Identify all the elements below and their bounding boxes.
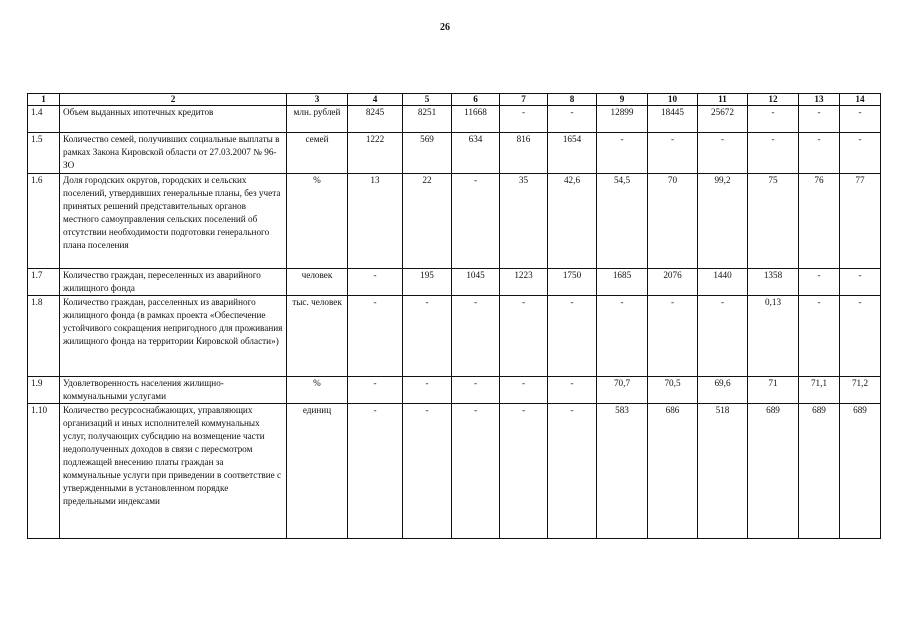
table-row: [28, 377, 881, 404]
header-cell: 3: [287, 94, 348, 106]
value-cell: -: [548, 296, 597, 377]
header-cell: 2: [60, 94, 287, 106]
value-cell: -: [403, 404, 452, 539]
table-row: [28, 404, 881, 539]
header-cell: 7: [500, 94, 548, 106]
value-cell: -: [348, 296, 403, 377]
value-cell: 8251: [403, 106, 452, 133]
row-number: 1.10: [28, 404, 60, 539]
table-row: [28, 174, 881, 269]
value-cell: -: [403, 377, 452, 404]
unit-cell: единиц: [287, 404, 348, 539]
header-cell: 9: [597, 94, 648, 106]
value-cell: -: [548, 377, 597, 404]
indicator-name: Объем выданных ипотечных кредитов: [60, 106, 287, 133]
header-cell: 10: [648, 94, 698, 106]
header-cell: 4: [348, 94, 403, 106]
value-cell: -: [799, 269, 840, 296]
value-cell: -: [840, 133, 881, 174]
value-cell: -: [548, 404, 597, 539]
indicator-name: Удовлетворенность населения жилищно-коммунальными услугами: [60, 377, 287, 404]
value-cell: -: [799, 296, 840, 377]
indicator-name: Количество граждан, переселенных из аварийного жилищного фонда: [60, 269, 287, 296]
value-cell: 71: [748, 377, 799, 404]
unit-cell: тыс. человек: [287, 296, 348, 377]
value-cell: -: [348, 377, 403, 404]
value-cell: 99,2: [698, 174, 748, 269]
value-cell: 1358: [748, 269, 799, 296]
header-cell: 12: [748, 94, 799, 106]
unit-cell: семей: [287, 133, 348, 174]
value-cell: -: [748, 133, 799, 174]
row-number: 1.6: [28, 174, 60, 269]
value-cell: -: [452, 296, 500, 377]
header-cell: 11: [698, 94, 748, 106]
value-cell: -: [597, 296, 648, 377]
page-number: 26: [440, 22, 450, 33]
value-cell: 0,13: [748, 296, 799, 377]
value-cell: 1654: [548, 133, 597, 174]
value-cell: 70,7: [597, 377, 648, 404]
value-cell: -: [348, 269, 403, 296]
value-cell: -: [748, 106, 799, 133]
value-cell: -: [648, 296, 698, 377]
value-cell: 54,5: [597, 174, 648, 269]
indicator-name: Количество семей, получивших социальные выплаты в рамках Закона Кировской области от 27.03.2007 № 96-ЗО: [60, 133, 287, 174]
value-cell: 42,6: [548, 174, 597, 269]
indicator-table: [27, 93, 881, 539]
value-cell: 686: [648, 404, 698, 539]
value-cell: 76: [799, 174, 840, 269]
value-cell: -: [648, 133, 698, 174]
value-cell: -: [348, 404, 403, 539]
value-cell: 689: [840, 404, 881, 539]
value-cell: 12899: [597, 106, 648, 133]
header-cell: 8: [548, 94, 597, 106]
row-number: 1.7: [28, 269, 60, 296]
header-cell: 1: [28, 94, 60, 106]
row-number: 1.9: [28, 377, 60, 404]
unit-cell: %: [287, 377, 348, 404]
value-cell: 75: [748, 174, 799, 269]
value-cell: -: [452, 174, 500, 269]
indicator-name: Количество граждан, расселенных из аварийного жилищного фонда (в рамках проекта «Обеспечение устойчивого сокращения непригодного для проживания жилищного фонда на территории Кировской области»): [60, 296, 287, 377]
value-cell: 816: [500, 133, 548, 174]
row-number: 1.5: [28, 133, 60, 174]
header-cell: 5: [403, 94, 452, 106]
value-cell: 8245: [348, 106, 403, 133]
value-cell: 195: [403, 269, 452, 296]
value-cell: 689: [799, 404, 840, 539]
value-cell: 71,2: [840, 377, 881, 404]
indicator-name: Доля городских округов, городских и сельских поселений, утвердивших генеральные планы, без учета принятых решений представительных органов местного самоуправления сельских поселений об отсутствии необходимости подготовки генерального плана поселения: [60, 174, 287, 269]
value-cell: 69,6: [698, 377, 748, 404]
header-cell: 13: [799, 94, 840, 106]
value-cell: 18445: [648, 106, 698, 133]
value-cell: 22: [403, 174, 452, 269]
value-cell: -: [452, 404, 500, 539]
row-number: 1.8: [28, 296, 60, 377]
value-cell: 13: [348, 174, 403, 269]
value-cell: 1223: [500, 269, 548, 296]
row-number: 1.4: [28, 106, 60, 133]
value-cell: -: [403, 296, 452, 377]
value-cell: 11668: [452, 106, 500, 133]
value-cell: 1750: [548, 269, 597, 296]
unit-cell: человек: [287, 269, 348, 296]
value-cell: -: [840, 269, 881, 296]
value-cell: -: [698, 133, 748, 174]
value-cell: 25672: [698, 106, 748, 133]
value-cell: 518: [698, 404, 748, 539]
value-cell: 71,1: [799, 377, 840, 404]
value-cell: 689: [748, 404, 799, 539]
value-cell: 1440: [698, 269, 748, 296]
value-cell: 35: [500, 174, 548, 269]
value-cell: -: [500, 296, 548, 377]
value-cell: -: [500, 377, 548, 404]
value-cell: -: [548, 106, 597, 133]
value-cell: 2076: [648, 269, 698, 296]
value-cell: -: [500, 106, 548, 133]
value-cell: 569: [403, 133, 452, 174]
table-row: [28, 106, 881, 133]
value-cell: 77: [840, 174, 881, 269]
indicator-name: Количество ресурсоснабжающих, управляющих организаций и иных исполнителей коммунальных услуг, получающих субсидию на возмещение части недополученных доходов в связи с пересмотром подлежащей внесению платы граждан за коммунальные услуги при приведении в соответствие с утвержденными в установленном порядке предельными индексами: [60, 404, 287, 539]
value-cell: 70,5: [648, 377, 698, 404]
value-cell: -: [840, 296, 881, 377]
table-row: [28, 296, 881, 377]
value-cell: 70: [648, 174, 698, 269]
value-cell: -: [452, 377, 500, 404]
header-cell: 14: [840, 94, 881, 106]
table-row: [28, 269, 881, 296]
value-cell: -: [500, 404, 548, 539]
table-header-row: [28, 94, 881, 106]
unit-cell: млн. рублей: [287, 106, 348, 133]
value-cell: 634: [452, 133, 500, 174]
value-cell: 583: [597, 404, 648, 539]
value-cell: -: [698, 296, 748, 377]
unit-cell: %: [287, 174, 348, 269]
value-cell: -: [840, 106, 881, 133]
value-cell: 1222: [348, 133, 403, 174]
value-cell: -: [799, 106, 840, 133]
table-row: [28, 133, 881, 174]
value-cell: 1685: [597, 269, 648, 296]
value-cell: 1045: [452, 269, 500, 296]
value-cell: -: [799, 133, 840, 174]
header-cell: 6: [452, 94, 500, 106]
value-cell: -: [597, 133, 648, 174]
